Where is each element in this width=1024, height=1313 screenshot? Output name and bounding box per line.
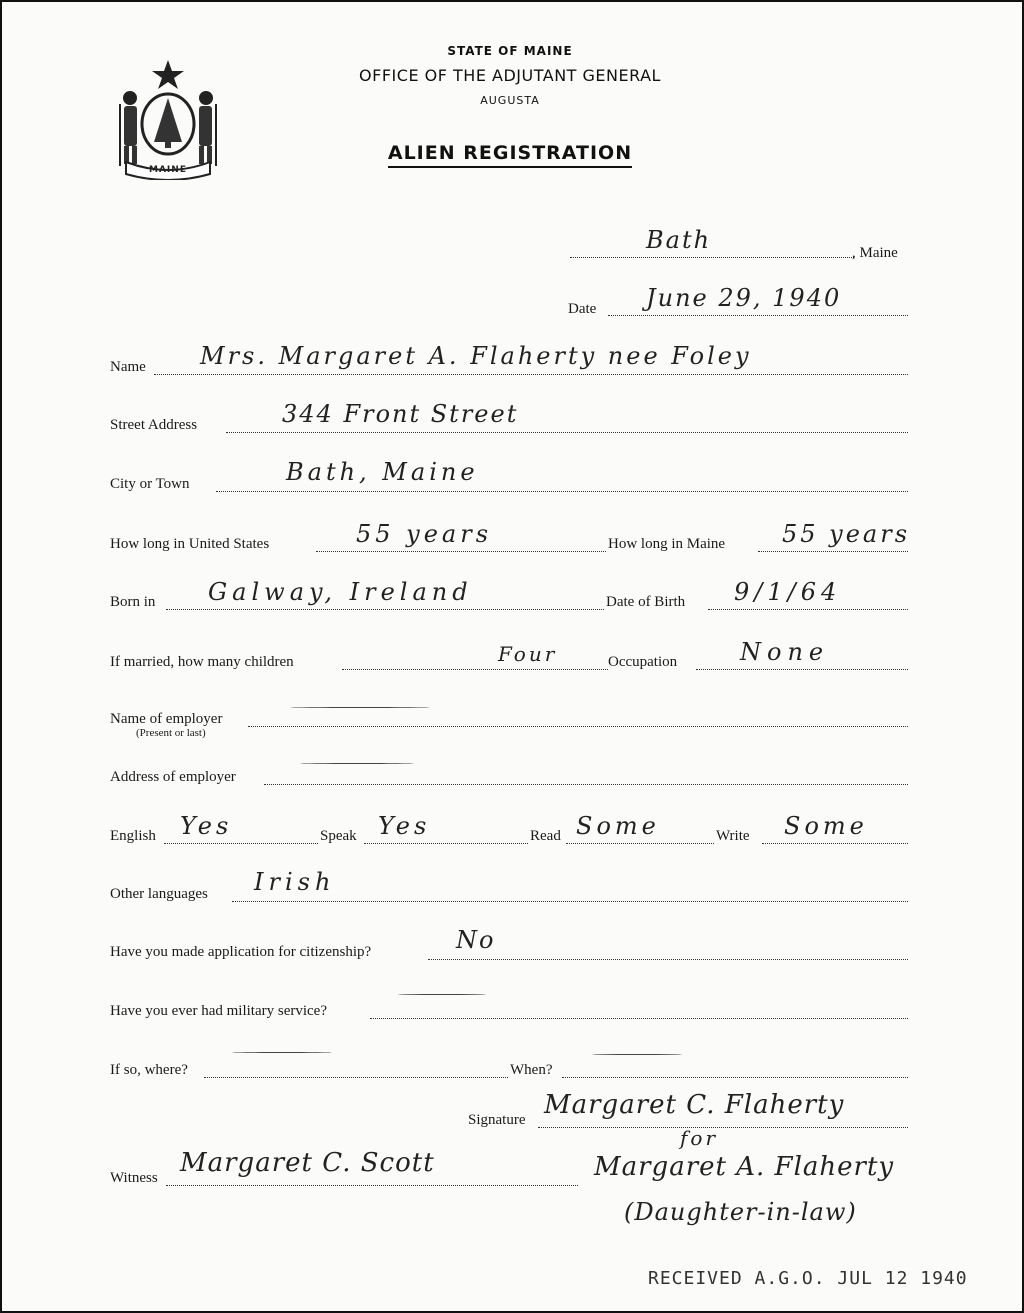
military-dash-mark [398, 994, 486, 995]
maine-duration-line [758, 550, 908, 552]
children-label: If married, how many children [110, 654, 294, 670]
us-duration-value: 55 years [356, 520, 493, 548]
english-label: English [110, 828, 156, 844]
when-line [562, 1076, 908, 1078]
dob-label: Date of Birth [606, 594, 686, 610]
us-duration-line [316, 550, 606, 552]
city-label: City or Town [110, 476, 190, 492]
street-line [226, 431, 908, 433]
where-dash-mark [232, 1052, 332, 1053]
when-dash-mark [592, 1054, 682, 1055]
signature-line [538, 1126, 908, 1128]
speak-label: Speak [320, 828, 357, 844]
us-duration-label: How long in United States [110, 536, 270, 552]
read-label: Read [530, 828, 561, 844]
citizenship-value: No [456, 926, 496, 954]
speak-value: Yes [378, 812, 431, 840]
city-value: Bath, Maine [286, 458, 479, 486]
date-value: June 29, 1940 [646, 284, 842, 312]
read-line [566, 842, 714, 844]
header-office: OFFICE OF THE ADJUTANT GENERAL [359, 66, 661, 85]
maine-state-seal [112, 54, 224, 180]
other-languages-value: Irish [254, 868, 336, 896]
signature-on-behalf: Margaret A. Flaherty [594, 1152, 895, 1182]
place-line [570, 256, 854, 258]
place-suffix: , Maine [852, 245, 898, 261]
employer-dash-mark [290, 707, 430, 708]
occupation-label: Occupation [608, 654, 678, 670]
employer-address-line [264, 783, 908, 785]
employer-label: Name of employer [110, 711, 223, 727]
street-label: Street Address [110, 417, 198, 433]
when-label: When? [510, 1062, 553, 1078]
witness-line [166, 1184, 578, 1186]
employer-address-label: Address of employer [110, 769, 236, 785]
header-state: STATE OF MAINE [447, 44, 573, 58]
born-value: Galway, Ireland [208, 578, 473, 606]
occupation-line [696, 668, 908, 670]
received-stamp: RECEIVED A.G.O. JUL 12 1940 [648, 1268, 968, 1289]
signature-value: Margaret C. Flaherty [544, 1090, 845, 1120]
born-line [166, 608, 604, 610]
signature-label: Signature [468, 1112, 526, 1128]
citizenship-line [428, 958, 908, 960]
name-value: Mrs. Margaret A. Flaherty nee Foley [200, 342, 752, 370]
english-line [164, 842, 318, 844]
seal-banner-text: MAINE [149, 165, 187, 175]
signature-for: for [680, 1126, 719, 1150]
place-value: Bath [646, 226, 712, 254]
where-label: If so, where? [110, 1062, 188, 1078]
street-value: 344 Front Street [282, 400, 519, 428]
born-label: Born in [110, 594, 156, 610]
other-languages-line [232, 900, 908, 902]
write-value: Some [784, 812, 868, 840]
employer-address-dash-mark [300, 763, 414, 764]
name-label: Name [110, 359, 146, 375]
maine-duration-value: 55 years [782, 520, 911, 548]
dob-line [708, 608, 908, 610]
children-line [342, 668, 608, 670]
read-value: Some [576, 812, 660, 840]
dob-value: 9/1/64 [734, 578, 842, 606]
city-line [216, 490, 908, 492]
date-label: Date [568, 301, 597, 317]
citizenship-label: Have you made application for citizenship? [110, 944, 372, 960]
name-line [154, 373, 908, 375]
children-value: Four [498, 642, 558, 666]
employer-line [248, 725, 908, 727]
form-title: ALIEN REGISTRATION [300, 142, 720, 164]
where-line [204, 1076, 508, 1078]
occupation-value: None [740, 638, 830, 666]
military-label: Have you ever had military service? [110, 1003, 327, 1019]
write-label: Write [716, 828, 750, 844]
maine-duration-label: How long in Maine [608, 536, 726, 552]
signature-relation: (Daughter-in-law) [624, 1198, 857, 1226]
write-line [762, 842, 908, 844]
witness-label: Witness [110, 1170, 158, 1186]
date-line [608, 314, 908, 316]
other-languages-label: Other languages [110, 886, 208, 902]
witness-value: Margaret C. Scott [180, 1148, 435, 1178]
header-city: AUGUSTA [480, 94, 540, 107]
military-line [370, 1017, 908, 1019]
employer-sublabel: (Present or last) [136, 727, 206, 739]
speak-line [364, 842, 528, 844]
english-value: Yes [180, 812, 233, 840]
